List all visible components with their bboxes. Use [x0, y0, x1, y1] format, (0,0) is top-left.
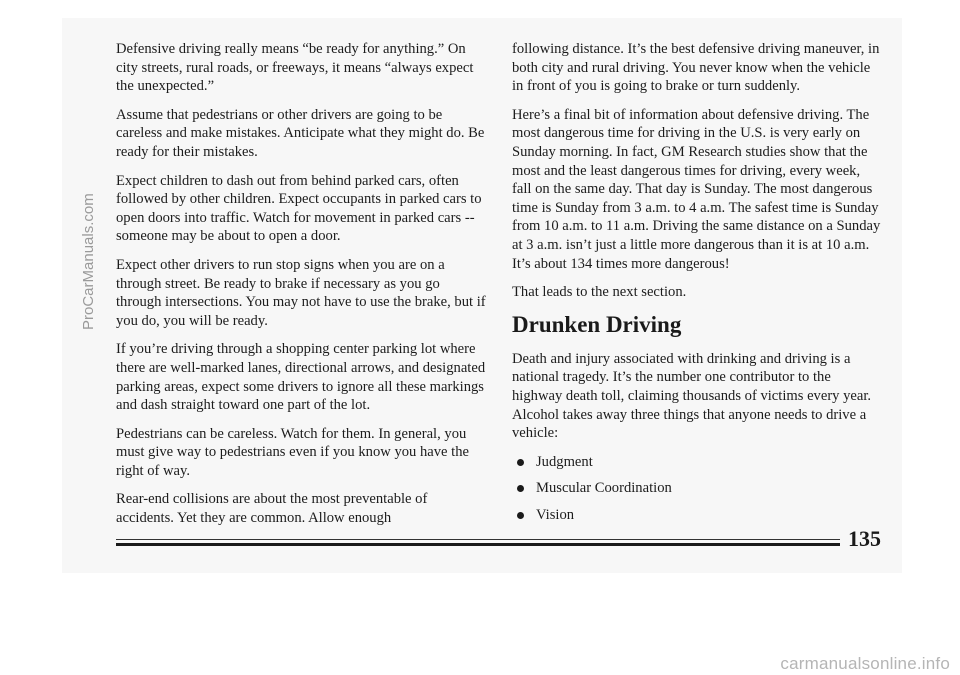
list-item: [512, 453, 882, 472]
footer-rule-thick: [116, 543, 840, 546]
list-item-label: Muscular Coordination: [536, 480, 672, 497]
list-item-label: Judgment: [536, 453, 593, 470]
list-item: [512, 506, 882, 525]
paragraph: Death and injury associated with drinking and driving is a national tragedy. It’s the number one contributor to the highway death toll, claiming thousands of victims every year. Alcohol takes away three things that anyone needs to drive a vehicle:: [512, 350, 872, 442]
list-item: [512, 479, 882, 498]
paragraph: Here’s a final bit of information about defensive driving. The most dangerous time for driving in the U.S. is very early on Sunday morning. In fact, GM Research studies show that the most and the least dangerous times for driving, every week, fall on the same day. That day is Sunday. The most dangerous time is Sunday from 3 a.m. to 4 a.m. The safest time is Sunday from 10 a.m. to 11 a.m. Driving the same distance on a Sunday at 3 a.m. isn’t just a little more dangerous than it is at 10 a.m. It’s about 134 times more dangerous!: [512, 106, 881, 272]
section-heading: Drunken Driving: [512, 311, 682, 337]
bullet-icon: [517, 485, 524, 492]
paragraph: Rear-end collisions are about the most preventable of accidents. Yet they are common. Allow enough: [116, 491, 428, 527]
paragraph: Expect children to dash out from behind parked cars, often followed by other children. Expect occupants in parked cars to open doors into traffic. Watch for movement in parked cars -- someone may be about to open a door.: [116, 172, 482, 245]
paragraph: following distance. It’s the best defensive driving maneuver, in both city and rural driving. You never know when the vehicle in front of you is going to brake or turn suddenly.: [512, 41, 880, 95]
bullet-icon: [517, 459, 524, 466]
list-item-label: Vision: [536, 506, 575, 523]
paragraph: If you’re driving through a shopping center parking lot where there are well-marked lanes, directional arrows, and designated parking areas, expect some drivers to ignore all these markings and dash straight toward one part of the lot.: [116, 341, 486, 414]
paragraph: That leads to the next section.: [512, 284, 687, 301]
paragraph: Expect other drivers to run stop signs when you are on a through street. Be ready to brake if necessary as you go through intersections. You may not have to use the brake, but if you do, you will be ready.: [116, 256, 486, 329]
side-watermark-text: ProCarManuals.com: [80, 193, 97, 330]
footer-rule: [116, 539, 840, 540]
right-column: [512, 40, 882, 532]
bullet-icon: [517, 512, 524, 519]
bullet-list: [512, 453, 882, 525]
paragraph: Pedestrians can be careless. Watch for them. In general, you must give way to pedestrians even if you know you have the right of way.: [116, 425, 470, 479]
bottom-watermark: carmanualsonline.info: [780, 654, 950, 673]
paragraph: Assume that pedestrians or other drivers are going to be careless and make mistakes. Anticipate what they might do. Be ready for their mistakes.: [116, 106, 485, 160]
left-column: [116, 40, 486, 538]
paragraph: Defensive driving really means “be ready for anything.” On city streets, rural roads, or freeways, it means “always expect the unexpected.”: [116, 41, 474, 95]
page-number: 135: [848, 526, 881, 551]
